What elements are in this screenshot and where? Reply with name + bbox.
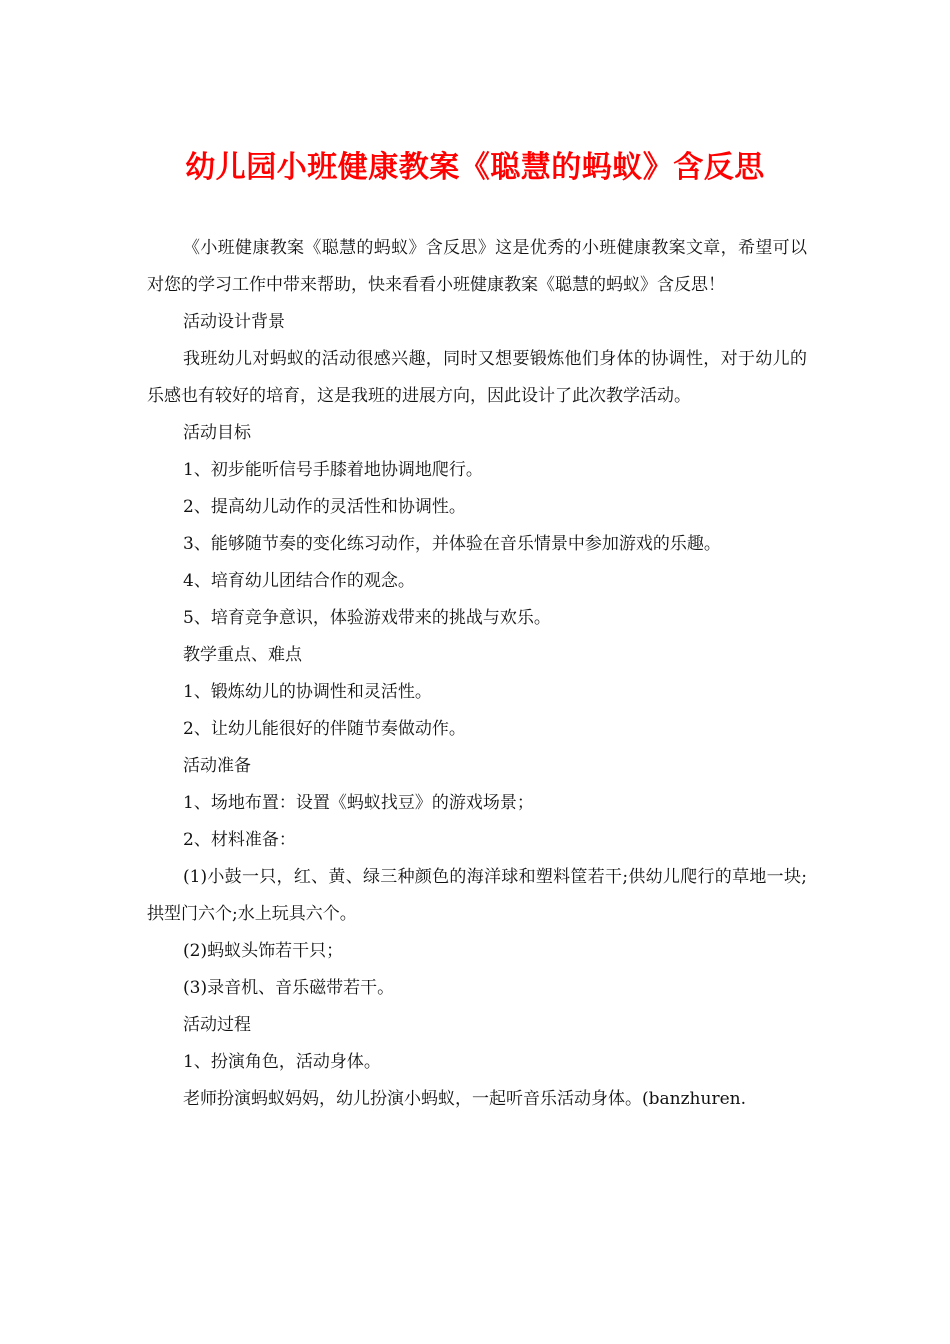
intro-paragraph: 《小班健康教案《聪慧的蚂蚁》含反思》这是优秀的小班健康教案文章，希望可以对您的学习工作中带来帮助，快来看看小班健康教案《聪慧的蚂蚁》含反思！ — [147, 238, 807, 295]
document-title: 幼儿园小班健康教案《聪慧的蚂蚁》含反思 — [185, 150, 765, 185]
process-step: 1、扮演角色，活动身体。 — [183, 1052, 381, 1072]
goal-item: 5、培育竞争意识，体验游戏带来的挑战与欢乐。 — [183, 608, 551, 628]
goal-item: 3、能够随节奏的变化练习动作，并体验在音乐情景中参加游戏的乐趣。 — [183, 534, 721, 554]
section-heading-background: 活动设计背景 — [183, 312, 285, 332]
key-point-item: 2、让幼儿能很好的伴随节奏做动作。 — [183, 719, 466, 739]
goal-item: 4、培育幼儿团结合作的观念。 — [183, 571, 415, 591]
process-paragraph: 老师扮演蚂蚁妈妈，幼儿扮演小蚂蚁，一起听音乐活动身体。(banzhuren. — [183, 1089, 746, 1109]
goal-item: 1、初步能听信号手膝着地协调地爬行。 — [183, 460, 483, 480]
goal-item: 2、提高幼儿动作的灵活性和协调性。 — [183, 497, 466, 517]
preparation-item: 1、场地布置：设置《蚂蚁找豆》的游戏场景； — [183, 793, 534, 813]
background-paragraph: 我班幼儿对蚂蚁的活动很感兴趣，同时又想要锻炼他们身体的协调性，对于幼儿的乐感也有较好的培育，这是我班的进展方向，因此设计了此次教学活动。 — [147, 349, 807, 406]
material-item: (2)蚂蚁头饰若干只； — [183, 941, 344, 961]
preparation-item: 2、材料准备： — [183, 830, 296, 850]
section-heading-key-points: 教学重点、难点 — [183, 645, 302, 665]
document-body — [147, 230, 807, 1118]
key-point-item: 1、锻炼幼儿的协调性和灵活性。 — [183, 682, 432, 702]
material-item: (3)录音机、音乐磁带若干。 — [183, 978, 395, 998]
section-heading-goals: 活动目标 — [183, 423, 251, 443]
section-heading-process: 活动过程 — [183, 1015, 251, 1035]
section-heading-preparation: 活动准备 — [183, 756, 251, 776]
material-item: (1)小鼓一只，红、黄、绿三种颜色的海洋球和塑料筐若干;供幼儿爬行的草地一块;拱型门六个;水上玩具六个。 — [147, 867, 807, 924]
